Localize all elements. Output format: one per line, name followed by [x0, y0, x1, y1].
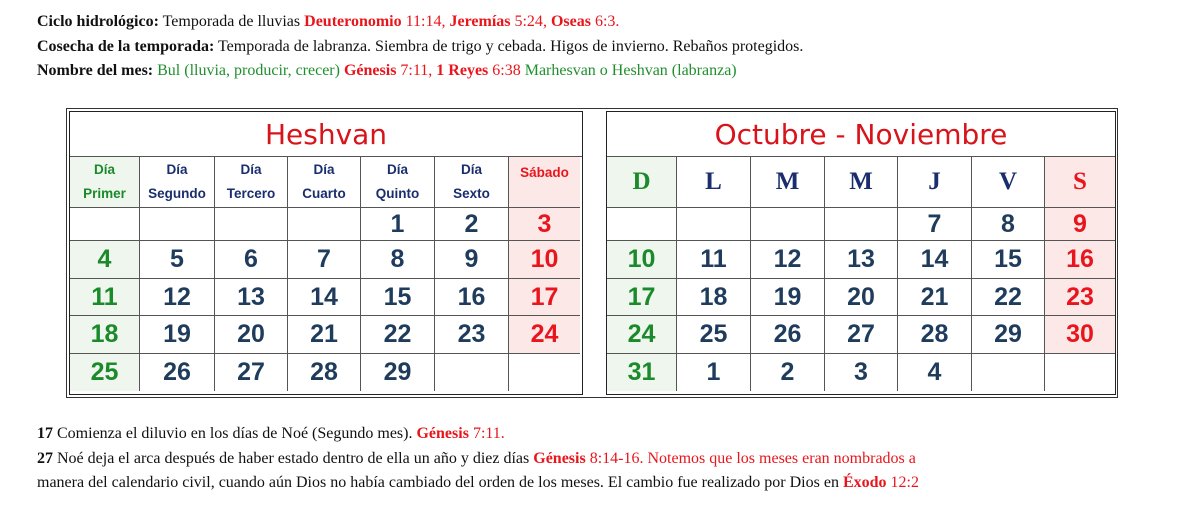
hebrew-weekday-header: [435, 157, 509, 208]
ref-book: Génesis: [533, 449, 586, 467]
hebrew-day-cell: 11: [70, 279, 140, 316]
note-month-order: [37, 471, 1157, 496]
ref-separator: ,: [428, 62, 437, 79]
hebrew-day-cell: 17: [509, 279, 580, 316]
hebrew-day-cell: 16: [435, 279, 509, 316]
harvest-text: Temporada de labranza. Siembra de trigo y cebada. Higos de invierno. Rebaños protegidos.: [214, 37, 804, 55]
weekday-header-text: Sexto: [453, 186, 490, 201]
hebrew-day-cell: 26: [140, 354, 215, 391]
weekday-header-text: Segundo: [148, 186, 206, 201]
hebrew-day-cell: 5: [140, 241, 215, 279]
gregorian-day-cell: 8: [972, 208, 1045, 241]
hebrew-day-cell: 2: [435, 208, 509, 241]
ref-verse: 11:14: [401, 13, 442, 30]
hebrew-day-cell: 29: [361, 354, 435, 391]
note-day: 27: [37, 449, 53, 467]
hebrew-day-cell: 8: [361, 241, 435, 279]
ref-book: Jeremías: [449, 13, 511, 30]
gregorian-day-cell: 30: [1045, 316, 1115, 354]
empty-day-cell: [215, 208, 288, 241]
empty-day-cell: [509, 354, 580, 391]
month-name-line: [37, 59, 1157, 84]
gregorian-day-cell: 18: [677, 279, 751, 316]
gregorian-day-cell: 12: [751, 241, 825, 279]
note-text: manera del calendario civil, cuando aún Dios no había cambiado del orden de los meses. El cambio fue realizado por Dios en: [37, 474, 843, 491]
gregorian-day-cell: 17: [607, 279, 677, 316]
ref-book: 1 Reyes: [436, 62, 489, 79]
empty-day-cell: [288, 208, 361, 241]
hebrew-day-cell: 19: [140, 316, 215, 354]
hebrew-day-cell: 21: [288, 316, 361, 354]
empty-day-cell: [825, 208, 898, 241]
hebrew-day-cell: 10: [509, 241, 580, 279]
header-block: [37, 10, 1157, 84]
month-name-label: Nombre del mes:: [37, 62, 154, 79]
hebrew-weekday-header: [70, 157, 140, 208]
gregorian-day-cell: 2: [751, 354, 825, 391]
hydrologic-cycle-label: Ciclo hidrológico:: [37, 13, 159, 30]
empty-day-cell: [140, 208, 215, 241]
harvest-label: Cosecha de la temporada:: [37, 37, 215, 55]
gregorian-day-cell: 15: [972, 241, 1045, 279]
hebrew-day-cell: 28: [288, 354, 361, 391]
empty-day-cell: [435, 354, 509, 391]
ref-verse: 7:11.: [468, 425, 505, 442]
gregorian-day-cell: 23: [1045, 279, 1115, 316]
gregorian-day-cell: 26: [751, 316, 825, 354]
ref-verse: 12:2: [886, 474, 919, 491]
gregorian-weekday-header: S: [1045, 157, 1115, 208]
gregorian-day-cell: 24: [607, 316, 677, 354]
calendar-frame: [66, 108, 1118, 398]
ref-book: Oseas: [550, 13, 591, 30]
hebrew-day-cell: 20: [215, 316, 288, 354]
gregorian-day-cell: 25: [677, 316, 751, 354]
month-name-heshvan: Marhesvan o Heshvan (labranza): [520, 62, 737, 79]
note-flood-start: [37, 422, 1157, 447]
weekday-header-text: Primer: [83, 186, 126, 201]
gregorian-day-cell: 14: [898, 241, 972, 279]
ref-verse: 7:11: [396, 62, 429, 79]
gregorian-weekday-header: J: [898, 157, 972, 208]
hebrew-weekday-header: [509, 157, 580, 208]
hydrologic-cycle-text: Temporada de lluvias: [158, 13, 305, 30]
weekday-header-text: Cuarto: [302, 186, 346, 201]
hebrew-month-title: Heshvan: [70, 112, 582, 157]
weekday-header-text: Tercero: [226, 186, 276, 201]
harvest-line: [37, 35, 1157, 60]
gregorian-day-cell: 28: [898, 316, 972, 354]
gregorian-calendar: [606, 111, 1116, 395]
weekday-header-text: Día: [460, 162, 482, 177]
gregorian-day-cell: 27: [825, 316, 898, 354]
weekday-header-text: Sábado: [520, 165, 569, 180]
hydrologic-cycle-line: [37, 10, 1157, 35]
hebrew-day-cell: 23: [435, 316, 509, 354]
gregorian-day-cell: 31: [607, 354, 677, 391]
gregorian-day-cell: 19: [751, 279, 825, 316]
empty-day-cell: [607, 208, 677, 241]
note-text: Comienza el diluvio en los días de Noé (Segundo mes).: [53, 425, 417, 442]
hebrew-day-cell: 12: [140, 279, 215, 316]
hebrew-day-cell: 27: [215, 354, 288, 391]
hebrew-weekday-header: [215, 157, 288, 208]
hebrew-calendar-grid: [70, 157, 582, 391]
weekday-header-text: Quinto: [375, 186, 420, 201]
hebrew-weekday-header: [288, 157, 361, 208]
gregorian-day-cell: 11: [677, 241, 751, 279]
hebrew-day-cell: 9: [435, 241, 509, 279]
gregorian-day-cell: 29: [972, 316, 1045, 354]
weekday-header-text: Día: [313, 162, 335, 177]
gregorian-day-cell: 7: [898, 208, 972, 241]
weekday-header-text: Día: [240, 162, 262, 177]
gregorian-day-cell: 9: [1045, 208, 1115, 241]
hebrew-day-cell: 3: [509, 208, 580, 241]
ref-book: Génesis: [343, 62, 397, 79]
notes-block: [37, 422, 1157, 496]
empty-day-cell: [1045, 354, 1115, 391]
hebrew-day-cell: 6: [215, 241, 288, 279]
month-name-bul: Bul (lluvia, producir, crecer): [153, 62, 344, 79]
hebrew-day-cell: 22: [361, 316, 435, 354]
gregorian-weekday-header: L: [677, 157, 751, 208]
hebrew-day-cell: 18: [70, 316, 140, 354]
hebrew-day-cell: 25: [70, 354, 140, 391]
ref-separator: .: [615, 13, 620, 30]
hebrew-day-cell: 13: [215, 279, 288, 316]
ref-book: Génesis: [416, 425, 469, 442]
gregorian-weekday-header: M: [751, 157, 825, 208]
gregorian-day-cell: 3: [825, 354, 898, 391]
hebrew-day-cell: 14: [288, 279, 361, 316]
hebrew-day-cell: 15: [361, 279, 435, 316]
weekday-header-text: Día: [386, 162, 408, 177]
gregorian-day-cell: 21: [898, 279, 972, 316]
gregorian-weekday-header: M: [825, 157, 898, 208]
ref-verse: 5:24: [510, 13, 543, 30]
hebrew-weekday-header: [140, 157, 215, 208]
ref-verse: 8:14-16.: [585, 449, 644, 467]
gregorian-day-cell: 10: [607, 241, 677, 279]
gregorian-day-cell: 1: [677, 354, 751, 391]
gregorian-day-cell: 22: [972, 279, 1045, 316]
gregorian-weekday-header: D: [607, 157, 677, 208]
hebrew-day-cell: 1: [361, 208, 435, 241]
gregorian-day-cell: 20: [825, 279, 898, 316]
note-ark-exit: [37, 447, 1157, 472]
note-text-continued: Notemos que los meses eran nombrados a: [643, 449, 916, 467]
weekday-header-text: Día: [166, 162, 188, 177]
empty-day-cell: [677, 208, 751, 241]
ref-separator: ,: [542, 13, 551, 30]
ref-verse: 6:38: [488, 62, 521, 79]
note-day: 17: [37, 425, 53, 442]
weekday-header-text: Día: [93, 162, 115, 177]
hebrew-day-cell: 7: [288, 241, 361, 279]
ref-separator: ,: [441, 13, 450, 30]
empty-day-cell: [972, 354, 1045, 391]
ref-book: Éxodo: [842, 474, 887, 491]
hebrew-calendar: [69, 111, 583, 395]
empty-day-cell: [70, 208, 140, 241]
ref-book: Deuteronomio: [304, 13, 402, 30]
ref-verse: 6:3: [590, 13, 616, 30]
gregorian-calendar-grid: [607, 157, 1115, 391]
gregorian-weekday-header: V: [972, 157, 1045, 208]
hebrew-weekday-header: [361, 157, 435, 208]
gregorian-day-cell: 13: [825, 241, 898, 279]
gregorian-month-title: Octubre - Noviembre: [607, 112, 1115, 157]
empty-day-cell: [751, 208, 825, 241]
hebrew-day-cell: 4: [70, 241, 140, 279]
hebrew-day-cell: 24: [509, 316, 580, 354]
note-text: Noé deja el arca después de haber estado dentro de ella un año y diez días: [53, 449, 534, 467]
gregorian-day-cell: 4: [898, 354, 972, 391]
gregorian-day-cell: 16: [1045, 241, 1115, 279]
